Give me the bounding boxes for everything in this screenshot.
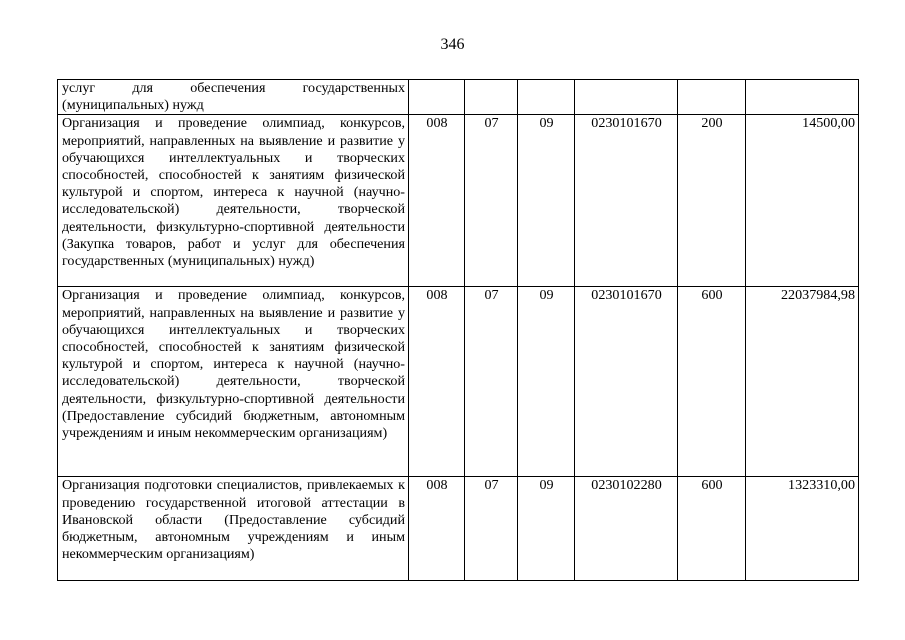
budget-table xyxy=(57,79,859,581)
section-code-cell xyxy=(465,80,518,115)
subsection-code-cell: 09 xyxy=(518,477,575,581)
amount-cell: 22037984,98 xyxy=(746,287,859,477)
target-article-cell xyxy=(575,80,678,115)
expense-type-cell: 600 xyxy=(678,287,746,477)
ministry-code-cell: 008 xyxy=(409,477,465,581)
amount-cell: 1323310,00 xyxy=(746,477,859,581)
expense-type-cell: 200 xyxy=(678,115,746,287)
table-row xyxy=(58,80,859,115)
subsection-code-cell: 09 xyxy=(518,115,575,287)
ministry-code-cell: 008 xyxy=(409,115,465,287)
ministry-code-cell: 008 xyxy=(409,287,465,477)
table-row xyxy=(58,477,859,581)
section-code-cell: 07 xyxy=(465,287,518,477)
expense-name-cell: Организация и проведение олимпиад, конкурсов, мероприятий, направленных на выявление и развитие у обучающихся интеллектуальных и творческих способностей, способностей к занятиям физической культурой и спортом, интереса к научной (научно-исследовательской) деятельности, творческой деятельности, физкультурно-спортивной деятельности (Предоставление субсидий бюджетным, автономным учреждениям и иным некоммерческим организациям) xyxy=(58,287,409,477)
target-article-cell: 0230101670 xyxy=(575,287,678,477)
expense-name-cell: Организация и проведение олимпиад, конкурсов, мероприятий, направленных на выявление и развитие у обучающихся интеллектуальных и творческих способностей, способностей к занятиям физической культурой и спортом, интереса к научной (научно-исследовательской) деятельности, творческой деятельности, физкультурно-спортивной деятельности (Закупка товаров, работ и услуг для обеспечения государственных (муниципальных) нужд) xyxy=(58,115,409,287)
table-row xyxy=(58,115,859,287)
subsection-code-cell xyxy=(518,80,575,115)
table-row xyxy=(58,287,859,477)
amount-cell: 14500,00 xyxy=(746,115,859,287)
target-article-cell: 0230101670 xyxy=(575,115,678,287)
expense-type-cell: 600 xyxy=(678,477,746,581)
amount-cell xyxy=(746,80,859,115)
target-article-cell: 0230102280 xyxy=(575,477,678,581)
expense-type-cell xyxy=(678,80,746,115)
expense-name-cell: Организация подготовки специалистов, привлекаемых к проведению государственной итоговой аттестации в Ивановской области (Предоставление субсидий бюджетным, автономным учреждениям и иным некоммерческим организациям) xyxy=(58,477,409,581)
section-code-cell: 07 xyxy=(465,477,518,581)
section-code-cell: 07 xyxy=(465,115,518,287)
ministry-code-cell xyxy=(409,80,465,115)
expense-name-cell: услуг для обеспечения государственных (муниципальных) нужд xyxy=(58,80,409,115)
page-number: 346 xyxy=(440,36,465,53)
subsection-code-cell: 09 xyxy=(518,287,575,477)
